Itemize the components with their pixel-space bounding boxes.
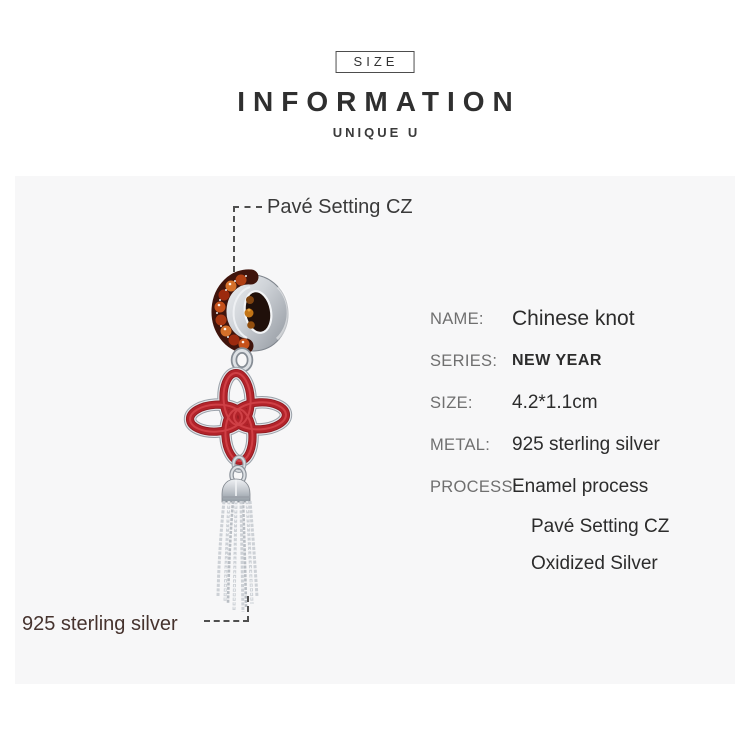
- silver-callout-dash: [204, 596, 249, 622]
- spec-row-name: [430, 298, 725, 340]
- spec-row-series: [430, 340, 725, 382]
- pave-callout-dash: [233, 206, 262, 272]
- spec-row-process-3: [430, 545, 725, 582]
- spec-label: SIZE:: [430, 393, 473, 412]
- spec-list: [430, 298, 725, 582]
- spec-row-process: [430, 466, 725, 508]
- product-panel: [15, 176, 735, 684]
- spec-value: Oxidized Silver: [531, 552, 658, 574]
- spec-label: METAL:: [430, 435, 491, 454]
- spec-value: Chinese knot: [512, 307, 635, 330]
- size-tag: SIZE: [336, 51, 415, 73]
- spec-row-process-2: [430, 508, 725, 545]
- spec-label: NAME:: [430, 309, 484, 328]
- spec-value: 925 sterling silver: [512, 434, 660, 455]
- spec-row-metal: [430, 424, 725, 466]
- spec-value: Enamel process: [512, 476, 649, 497]
- silver-callout-label: 925 sterling silver: [22, 613, 178, 635]
- charm-product-image: [150, 240, 330, 640]
- charm-bead: [213, 270, 293, 355]
- spec-value: Pavé Setting CZ: [531, 515, 670, 537]
- spec-row-size: [430, 382, 725, 424]
- pave-callout-label: Pavé Setting CZ: [267, 196, 413, 218]
- spec-value: NEW YEAR: [512, 352, 602, 369]
- bail-ring: [234, 351, 250, 370]
- chinese-knot: [188, 371, 288, 464]
- spec-value: 4.2*1.1cm: [512, 392, 598, 413]
- spec-label: PROCESS:: [430, 477, 518, 496]
- spec-label: SERIES:: [430, 351, 498, 370]
- brand-subtitle: UNIQUE U: [332, 125, 421, 140]
- tassel-cap: [222, 479, 250, 502]
- page-title: INFORMATION: [237, 86, 521, 117]
